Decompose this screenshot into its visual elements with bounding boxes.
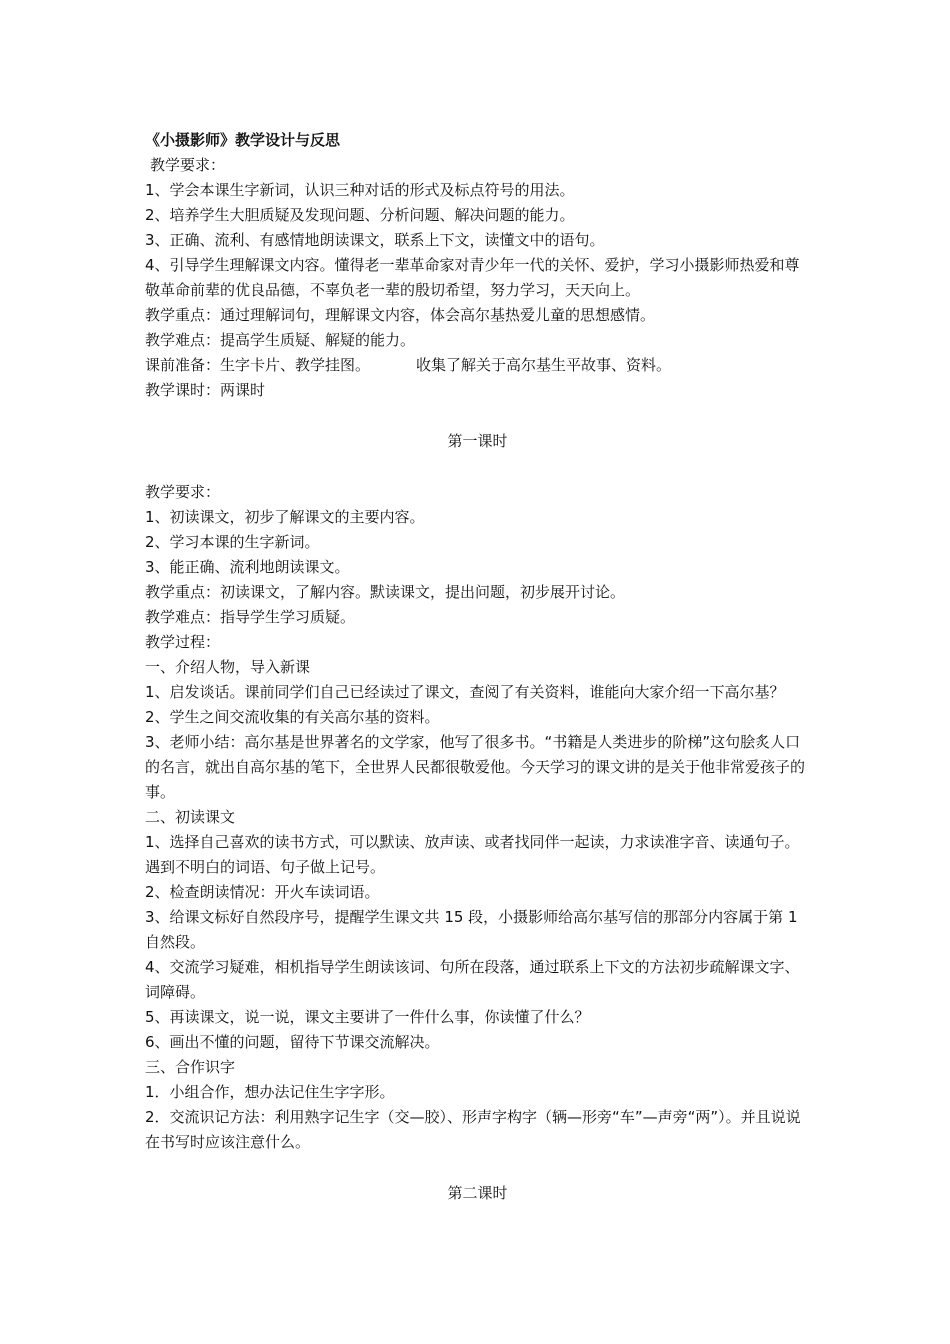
requirement-item: 2、培养学生大胆质疑及发现问题、分析问题、解决问题的能力。 [145, 206, 575, 224]
lesson1-heading: 第一课时 [447, 432, 508, 450]
part2-item: 6、画出不懂的问题，留待下节课交流解决。 [145, 1033, 440, 1051]
document-title: 《小摄影师》教学设计与反思 [145, 131, 341, 149]
requirements-label: 教学要求： [150, 156, 226, 174]
lesson1-requirement-item: 2、学习本课的生字新词。 [145, 533, 320, 551]
part2-item: 2、检查朗读情况：开火车读词语。 [145, 883, 380, 901]
requirement-item: 4、引导学生理解课文内容。懂得老一辈革命家对青少年一代的关怀、爱护，学习小摄影师热爱和尊敬革命前辈的优良品德，不辜负老一辈的殷切希望，努力学习，天天向上。 [145, 256, 800, 299]
preparation [145, 353, 810, 378]
key-point: 教学重点：通过理解词句，理解课文内容，体会高尔基热爱儿童的思想感情。 [145, 306, 656, 324]
part3-title: 三、合作识字 [145, 1058, 236, 1076]
part2-item: 5、再读课文，说一说，课文主要讲了一件什么事，你读懂了什么？ [145, 1008, 590, 1026]
part1-item: 2、学生之间交流收集的有关高尔基的资料。 [145, 708, 440, 726]
lesson1-requirement-item: 3、能正确、流利地朗读课文。 [145, 558, 350, 576]
part2-item: 4、交流学习疑难，相机指导学生朗读该词、句所在段落，通过联系上下文的方法初步疏解课文字、词障碍。 [145, 958, 800, 1001]
preparation-research: 收集了解关于高尔基生平故事、资料。 [416, 356, 672, 374]
requirement-item: 1、学会本课生字新词，认识三种对话的形式及标点符号的用法。 [145, 181, 575, 199]
lesson1-difficulty: 教学难点：指导学生学习质疑。 [145, 608, 356, 626]
part1-item: 3、老师小结：高尔基是世界著名的文学家，他写了很多书。“书籍是人类进步的阶梯”这句脍炙人口的名言，就出自高尔基的笔下，全世界人民都很敬爱他。今天学习的课文讲的是关于他非常爱孩子的事。 [145, 733, 806, 801]
part3-item: 2．交流识记方法：利用熟字记生字（交—胶）、形声字构字（辆—形旁“车”—声旁“两”）。并且说说在书写时应该注意什么。 [145, 1108, 801, 1151]
lesson1-key-point: 教学重点：初读课文，了解内容。默读课文，提出问题，初步展开讨论。 [145, 583, 626, 601]
part1-title: 一、介绍人物，导入新课 [145, 658, 311, 676]
part2-item: 1、选择自己喜欢的读书方式，可以默读、放声读、或者找同伴一起读，力求读准字音、读通句子。遇到不明白的词语、句子做上记号。 [145, 833, 800, 876]
part2-item: 3、给课文标好自然段序号，提醒学生课文共 15 段，小摄影师给高尔基写信的那部分内容属于第 1 自然段。 [145, 908, 798, 951]
part1-item: 1、启发谈话。课前同学们自己已经读过了课文，查阅了有关资料，谁能向大家介绍一下高尔基？ [145, 683, 785, 701]
part3-item: 1．小组合作，想办法记住生字字形。 [145, 1083, 395, 1101]
difficulty: 教学难点：提高学生质疑、解疑的能力。 [145, 331, 416, 349]
lesson2-heading: 第二课时 [447, 1184, 508, 1202]
class-hours: 教学课时：两课时 [145, 381, 266, 399]
preparation-materials: 课前准备：生字卡片、教学挂图。 [145, 356, 371, 374]
lesson1-requirements-label: 教学要求： [145, 483, 221, 501]
requirement-item: 3、正确、流利、有感情地朗读课文，联系上下文，读懂文中的语句。 [145, 231, 605, 249]
document-body [145, 128, 810, 1206]
part2-title: 二、初读课文 [145, 808, 236, 826]
lesson1-process-label: 教学过程： [145, 633, 221, 651]
lesson1-requirement-item: 1、初读课文，初步了解课文的主要内容。 [145, 508, 425, 526]
